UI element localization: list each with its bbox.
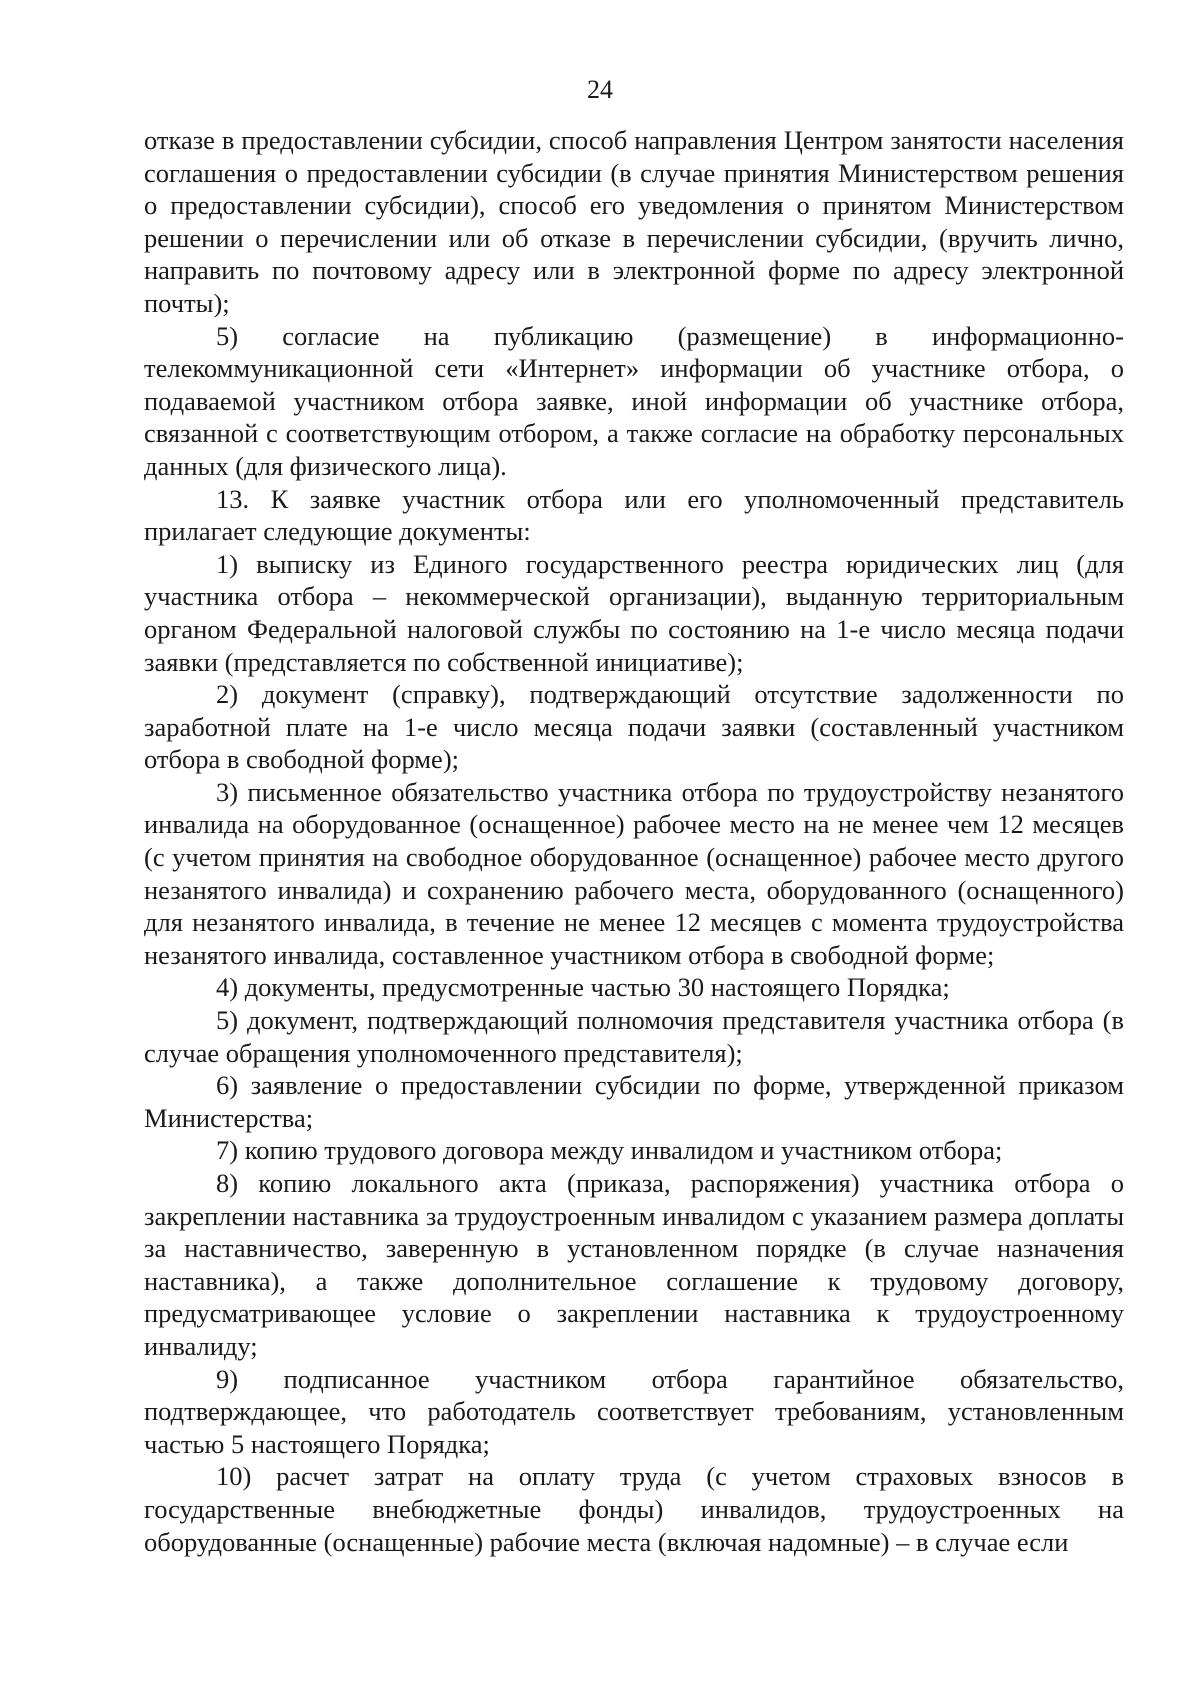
paragraph-8: 5) документ, подтверждающий полномочия представителя участника отбора (в случае обращения уполномоченного представителя);	[144, 1005, 1124, 1068]
paragraph-7: 4) документы, предусмотренные частью 30 настоящего Порядка;	[216, 972, 950, 1003]
paragraph-3: 13. К заявке участник отбора или его уполномоченный представитель прилагает следующие документы:	[144, 483, 1124, 547]
paragraph-1: отказе в предоставлении субсидии, способ направления Центром занятости населения соглашения о предоставлении субсидии (в случае принятия Министерством решения о предоставлении субсидии), способ его уведомления о принятом Министерством решении о перечислении или об отказе в перечислении субсидии, (вручить лично, направить по почтовому адресу или в электронной форме по адресу электронной почты);	[144, 125, 1124, 318]
paragraph-11: 8) копию локального акта (приказа, распоряжения) участника отбора о закреплении наставника за трудоустроенным инвалидом с указанием размера доплаты за наставничество, заверенную в установленном порядке (в случае назначения наставника), а также дополнительное соглашение к трудовому договору, предусматривающее условие о закреплении наставника к трудоустроенному инвалиду;	[144, 1168, 1124, 1361]
paragraph-12: 9) подписанное участником отбора гарантийное обязательство, подтверждающее, что работодатель соответствует требованиям, установленным частью 5 настоящего Порядка;	[144, 1363, 1124, 1459]
paragraph-6: 3) письменное обязательство участника отбора по трудоустройству незанятого инвалида на оборудованное (оснащенное) рабочее место на не менее чем 12 месяцев (с учетом принятия на свободное оборудованное (оснащенное) рабочее место другого незанятого инвалида) и сохранению рабочего места, оборудованного (оснащенного) для незанятого инвалида, в течение не менее 12 месяцев с момента трудоустройства незанятого инвалида, составленное участником отбора в свободной форме;	[144, 776, 1124, 970]
paragraph-9: 6) заявление о предоставлении субсидии по форме, утвержденной приказом Министерства;	[144, 1070, 1124, 1133]
paragraph-4: 1) выписку из Единого государственного реестра юридических лиц (для участника отбора – некоммерческой организации), выданную территориальным органом Федеральной налоговой службы по состоянию на 1-е число месяца подачи заявки (представляется по собственной инициативе);	[144, 548, 1124, 677]
paragraph-13: 10) расчет затрат на оплату труда (с учетом страховых взносов в государственные внебюджетные фонды) инвалидов, трудоустроенных на оборудованные (оснащенные) рабочие места (включая надомные) – в случае если	[144, 1461, 1124, 1557]
paragraph-5: 2) документ (справку), подтверждающий отсутствие задолженности по заработной плате на 1-е число месяца подачи заявки (составленный участником отбора в свободной форме);	[144, 679, 1124, 775]
paragraph-10: 7) копию трудового договора между инвалидом и участником отбора;	[216, 1135, 1003, 1166]
page-number: 24	[587, 75, 613, 104]
paragraph-2: 5) согласие на публикацию (размещение) в информационно-телекоммуникационной сети «Интернет» информации об участнике отбора, о подаваемой участником отбора заявке, иной информации об участнике отбора, связанной с соответствующим отбором, а также согласие на обработку персональных данных (для физического лица).	[144, 320, 1124, 481]
document-body	[144, 124, 1124, 1558]
